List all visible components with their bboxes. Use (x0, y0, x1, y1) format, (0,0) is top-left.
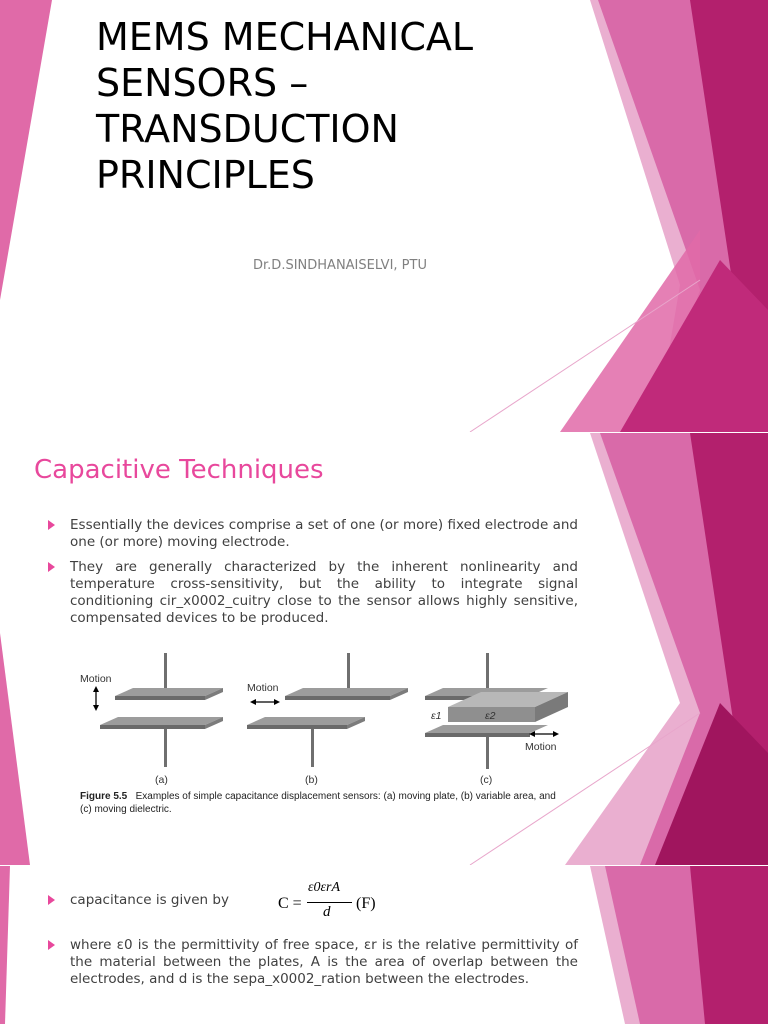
bottom-plate (100, 717, 223, 725)
formula-numerator: ε0εrA (308, 880, 341, 895)
bottom-plate (247, 717, 365, 725)
slide-heading: Capacitive Techniques (34, 455, 324, 485)
formula-lhs: C = (278, 895, 302, 912)
bullet-text: Essentially the devices comprise a set of one (or more) fixed electrode and one (or more) moving electrode. (70, 517, 578, 550)
panel-a-moving-plate (80, 653, 223, 786)
arrow-head-left-icon (250, 699, 256, 705)
bottom-lead (311, 729, 314, 767)
fraction-bar (307, 902, 352, 903)
panel-label-b: (b) (305, 774, 318, 786)
bullet-arrow-icon (48, 940, 55, 950)
left-triangle (0, 0, 52, 300)
bottom-plate-edge (425, 733, 530, 737)
top-plate-edge (115, 696, 205, 700)
slide-subtitle: Dr.D.SINDHANAISELVI, PTU (253, 258, 427, 273)
bottom-plate-edge (247, 725, 347, 729)
motion-label-a: Motion (80, 673, 112, 685)
formula-unit: (F) (356, 895, 376, 912)
bullet-text: capacitance is given by (70, 892, 229, 908)
top-plate (285, 688, 408, 696)
figure-caption (80, 790, 570, 816)
arrow-head-down-icon (93, 705, 99, 711)
top-lead (164, 653, 167, 693)
bullet-item (48, 517, 578, 551)
bottom-plate (425, 725, 548, 733)
bullet-text: They are generally characterized by the inherent nonlinearity and temperature cross-sensitivity, but the ability to integrate signal conditioning cir_x0002_cuitry close to the sensor allows highly sensitive, compensated devices to be produced. (70, 559, 578, 626)
panel-label-a: (a) (155, 774, 168, 786)
motion-label-b: Motion (247, 682, 279, 694)
slide-capacitance-formula (0, 866, 768, 1024)
top-lead (486, 653, 489, 693)
bottom-lead (164, 729, 167, 767)
slide-title-text: MEMS MECHANICAL SENSORS – TRANSDUCTION PRINCIPLES (96, 15, 474, 197)
panel-c-moving-dielectric (425, 653, 568, 786)
left-triangle (0, 633, 30, 865)
bullet-arrow-icon (48, 520, 55, 530)
epsilon2-label: ε2 (485, 710, 496, 722)
arrow-head-right-icon (274, 699, 280, 705)
figure-number: Figure 5.5 (80, 791, 128, 802)
panel-b-variable-area (247, 653, 408, 786)
slide-capacitive-techniques (0, 433, 768, 865)
motion-label-c: Motion (525, 741, 557, 753)
panel-label-c: (c) (480, 774, 493, 786)
arrow-head-right-icon (553, 731, 559, 737)
bullet-item (48, 937, 578, 988)
bottom-plate-edge (100, 725, 205, 729)
formula-denominator: d (323, 904, 331, 920)
top-plate (115, 688, 223, 696)
arrow-head-up-icon (93, 686, 99, 692)
top-lead (347, 653, 350, 693)
epsilon1-label: ε1 (431, 710, 442, 722)
bullet-item (48, 559, 578, 627)
left-strip (0, 866, 10, 1024)
bottom-lead (486, 737, 489, 769)
bullet-text: where ε0 is the permittivity of free space, εr is the relative permittivity of the material between the plates, A is the area of overlap between the electrodes, and d is the sepa_x0002_ration between the electrodes. (70, 937, 578, 987)
bullet-arrow-icon (48, 895, 55, 905)
bullet-list (48, 517, 578, 635)
slide-title (0, 0, 768, 432)
top-plate-edge (285, 696, 390, 700)
figure-caption-text: Examples of simple capacitance displacement sensors: (a) moving plate, (b) variable area, and (c) moving dielectric. (80, 791, 556, 815)
bullet-arrow-icon (48, 562, 55, 572)
capacitance-formula (278, 878, 388, 928)
